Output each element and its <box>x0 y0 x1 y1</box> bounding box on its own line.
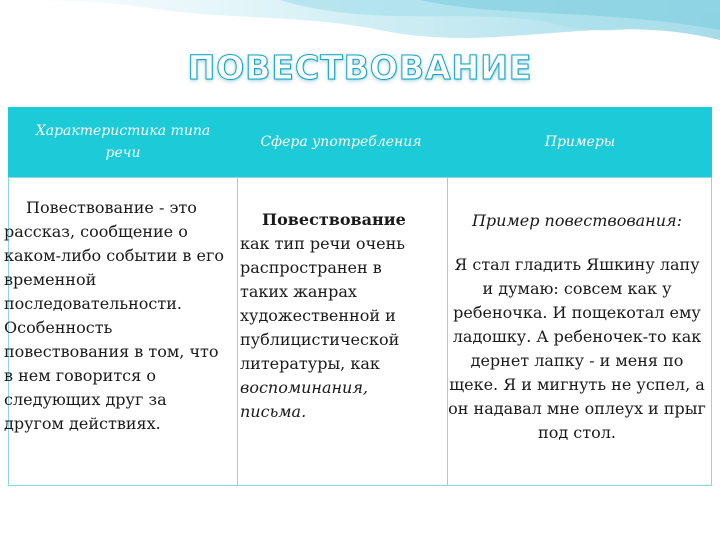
example-heading: Пример повествования: <box>471 211 683 230</box>
header-sphere: Сфера употребления <box>260 134 422 150</box>
term-narration-bold: Повествование <box>262 210 406 229</box>
header-characteristic: Характеристика типа речи <box>35 123 211 161</box>
genres-text: воспоминания, письма. <box>240 378 369 421</box>
cell-example <box>448 209 706 445</box>
table-header-row <box>8 107 712 177</box>
cell-sphere <box>240 208 430 424</box>
header-examples: Примеры <box>544 134 616 150</box>
definition-text: - это рассказ, сообщение о каком-либо событии в его временной последовательности. Особенность повествования в том, что в нем говорится о следующих друг за другом действиях. <box>4 198 225 433</box>
cell-characteristic <box>4 196 226 436</box>
slide-title: ПОВЕСТВОВАНИЕ <box>187 48 533 87</box>
term-narration: Повествование <box>26 198 154 217</box>
sphere-text: как тип речи очень распространен в таких жанрах художественной и публицистической литературы, как <box>240 234 405 373</box>
example-text: Я стал гладить Яшкину лапу и думаю: совсем как у ребеночка. И пощекотал ему ладошку. А ребеночек-то как дернет лапку - и меня по щеке. Я и мигнуть не успел, а он надавал мне оплеух и прыг под стол. <box>448 255 706 442</box>
